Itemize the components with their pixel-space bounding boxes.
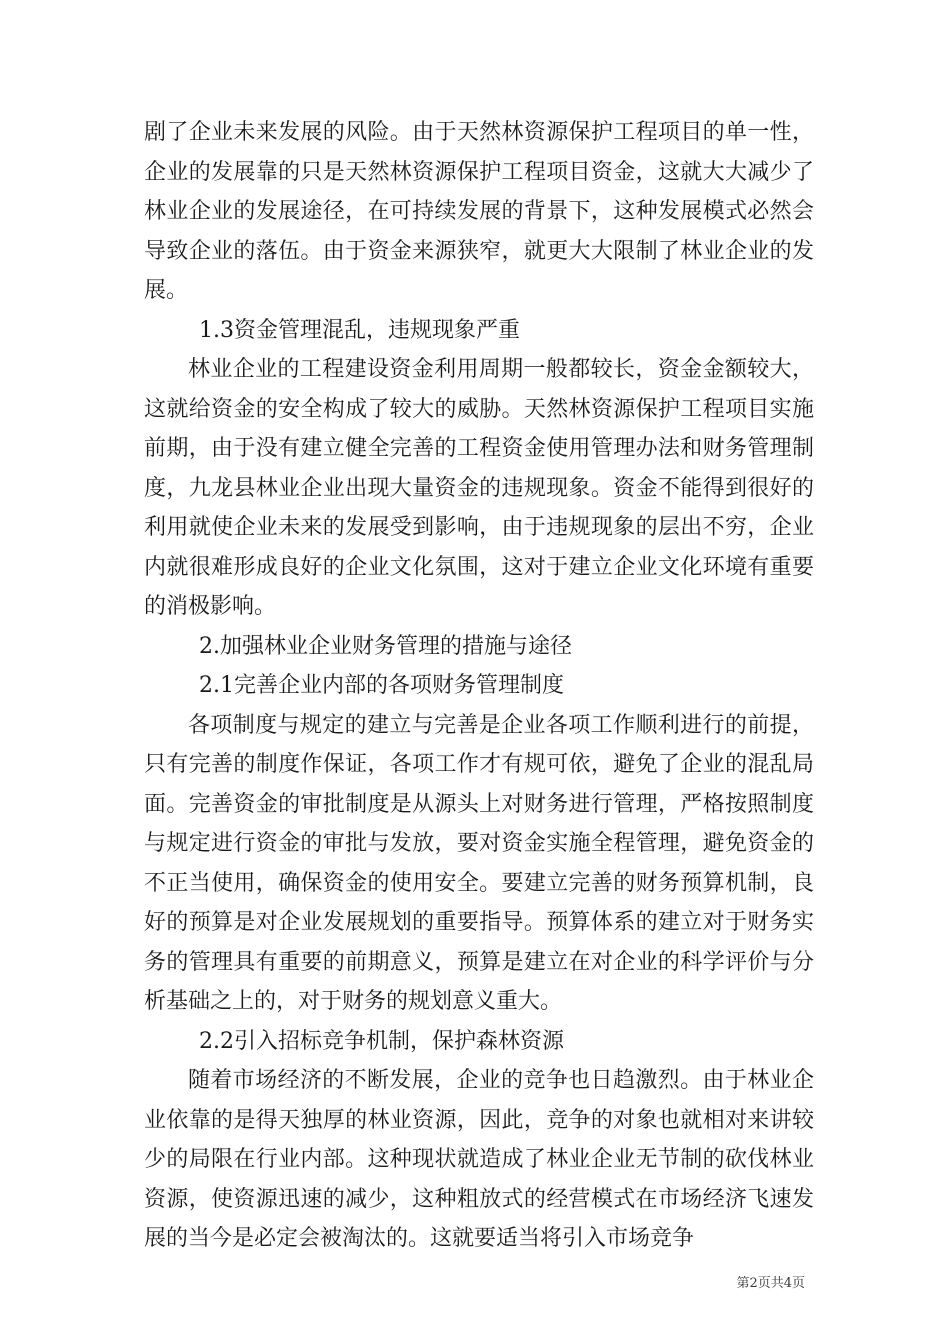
document-body (144, 113, 814, 1259)
section-heading-2-2: 2.2引入招标竞争机制，保护森林资源 (199, 1028, 564, 1054)
paragraph: 各项制度与规定的建立与完善是企业各项工作顺利进行的前提，只有完善的制度作保证，各项工作才有规可依，避免了企业的混乱局面。完善资金的审批制度是从源头上对财务进行管理，严格按照制度与规定进行资金的审批与发放，要对资金实施全程管理，避免资金的不正当使用，确保资金的使用安全。要建立完善的财务预算机制，良好的预算是对企业发展规划的重要指导。预算体系的建立对于财务实务的管理具有重要的前期意义，预算是建立在对企业的科学评价与分析基础之上的，对于财务的规划意义重大。 (144, 712, 814, 1014)
paragraph: 林业企业的工程建设资金利用周期一般都较长，资金金额较大，这就给资金的安全构成了较大的威胁。天然林资源保护工程项目实施前期，由于没有建立健全完善的工程资金使用管理办法和财务管理制度，九龙县林业企业出现大量资金的违规现象。资金不能得到很好的利用就使企业未来的发展受到影响，由于违规现象的层出不穷，企业内就很难形成良好的企业文化氛围，这对于建立企业文化环境有重要的消极影响。 (144, 357, 814, 619)
page-number-footer: 第2页共4页 (736, 1276, 805, 1291)
section-heading-2-1: 2.1完善企业内部的各项财务管理制度 (199, 673, 564, 698)
paragraph-continued: 剧了企业未来发展的风险。由于天然林资源保护工程项目的单一性，企业的发展靠的只是天然林资源保护工程项目资金，这就大大减少了林业企业的发展途径，在可持续发展的背景下，这种发展模式必然会导致企业的落伍。由于资金来源狭窄，就更大大限制了林业企业的发展。 (144, 120, 814, 303)
paragraph: 随着市场经济的不断发展，企业的竞争也日趋激烈。由于林业企业依靠的是得天独厚的林业资源，因此，竞争的对象也就相对来讲较少的局限在行业内部。这种现状就造成了林业企业无节制的砍伐林业资源，使资源迅速的减少，这种粗放式的经营模式在市场经济飞速发展的当今是必定会被淘汰的。这就要适当将引入市场竞争 (144, 1068, 814, 1251)
section-heading-2: 2.加强林业企业财务管理的措施与途径 (199, 633, 572, 659)
section-heading-1-3: 1.3资金管理混乱，违规现象严重 (199, 317, 520, 343)
